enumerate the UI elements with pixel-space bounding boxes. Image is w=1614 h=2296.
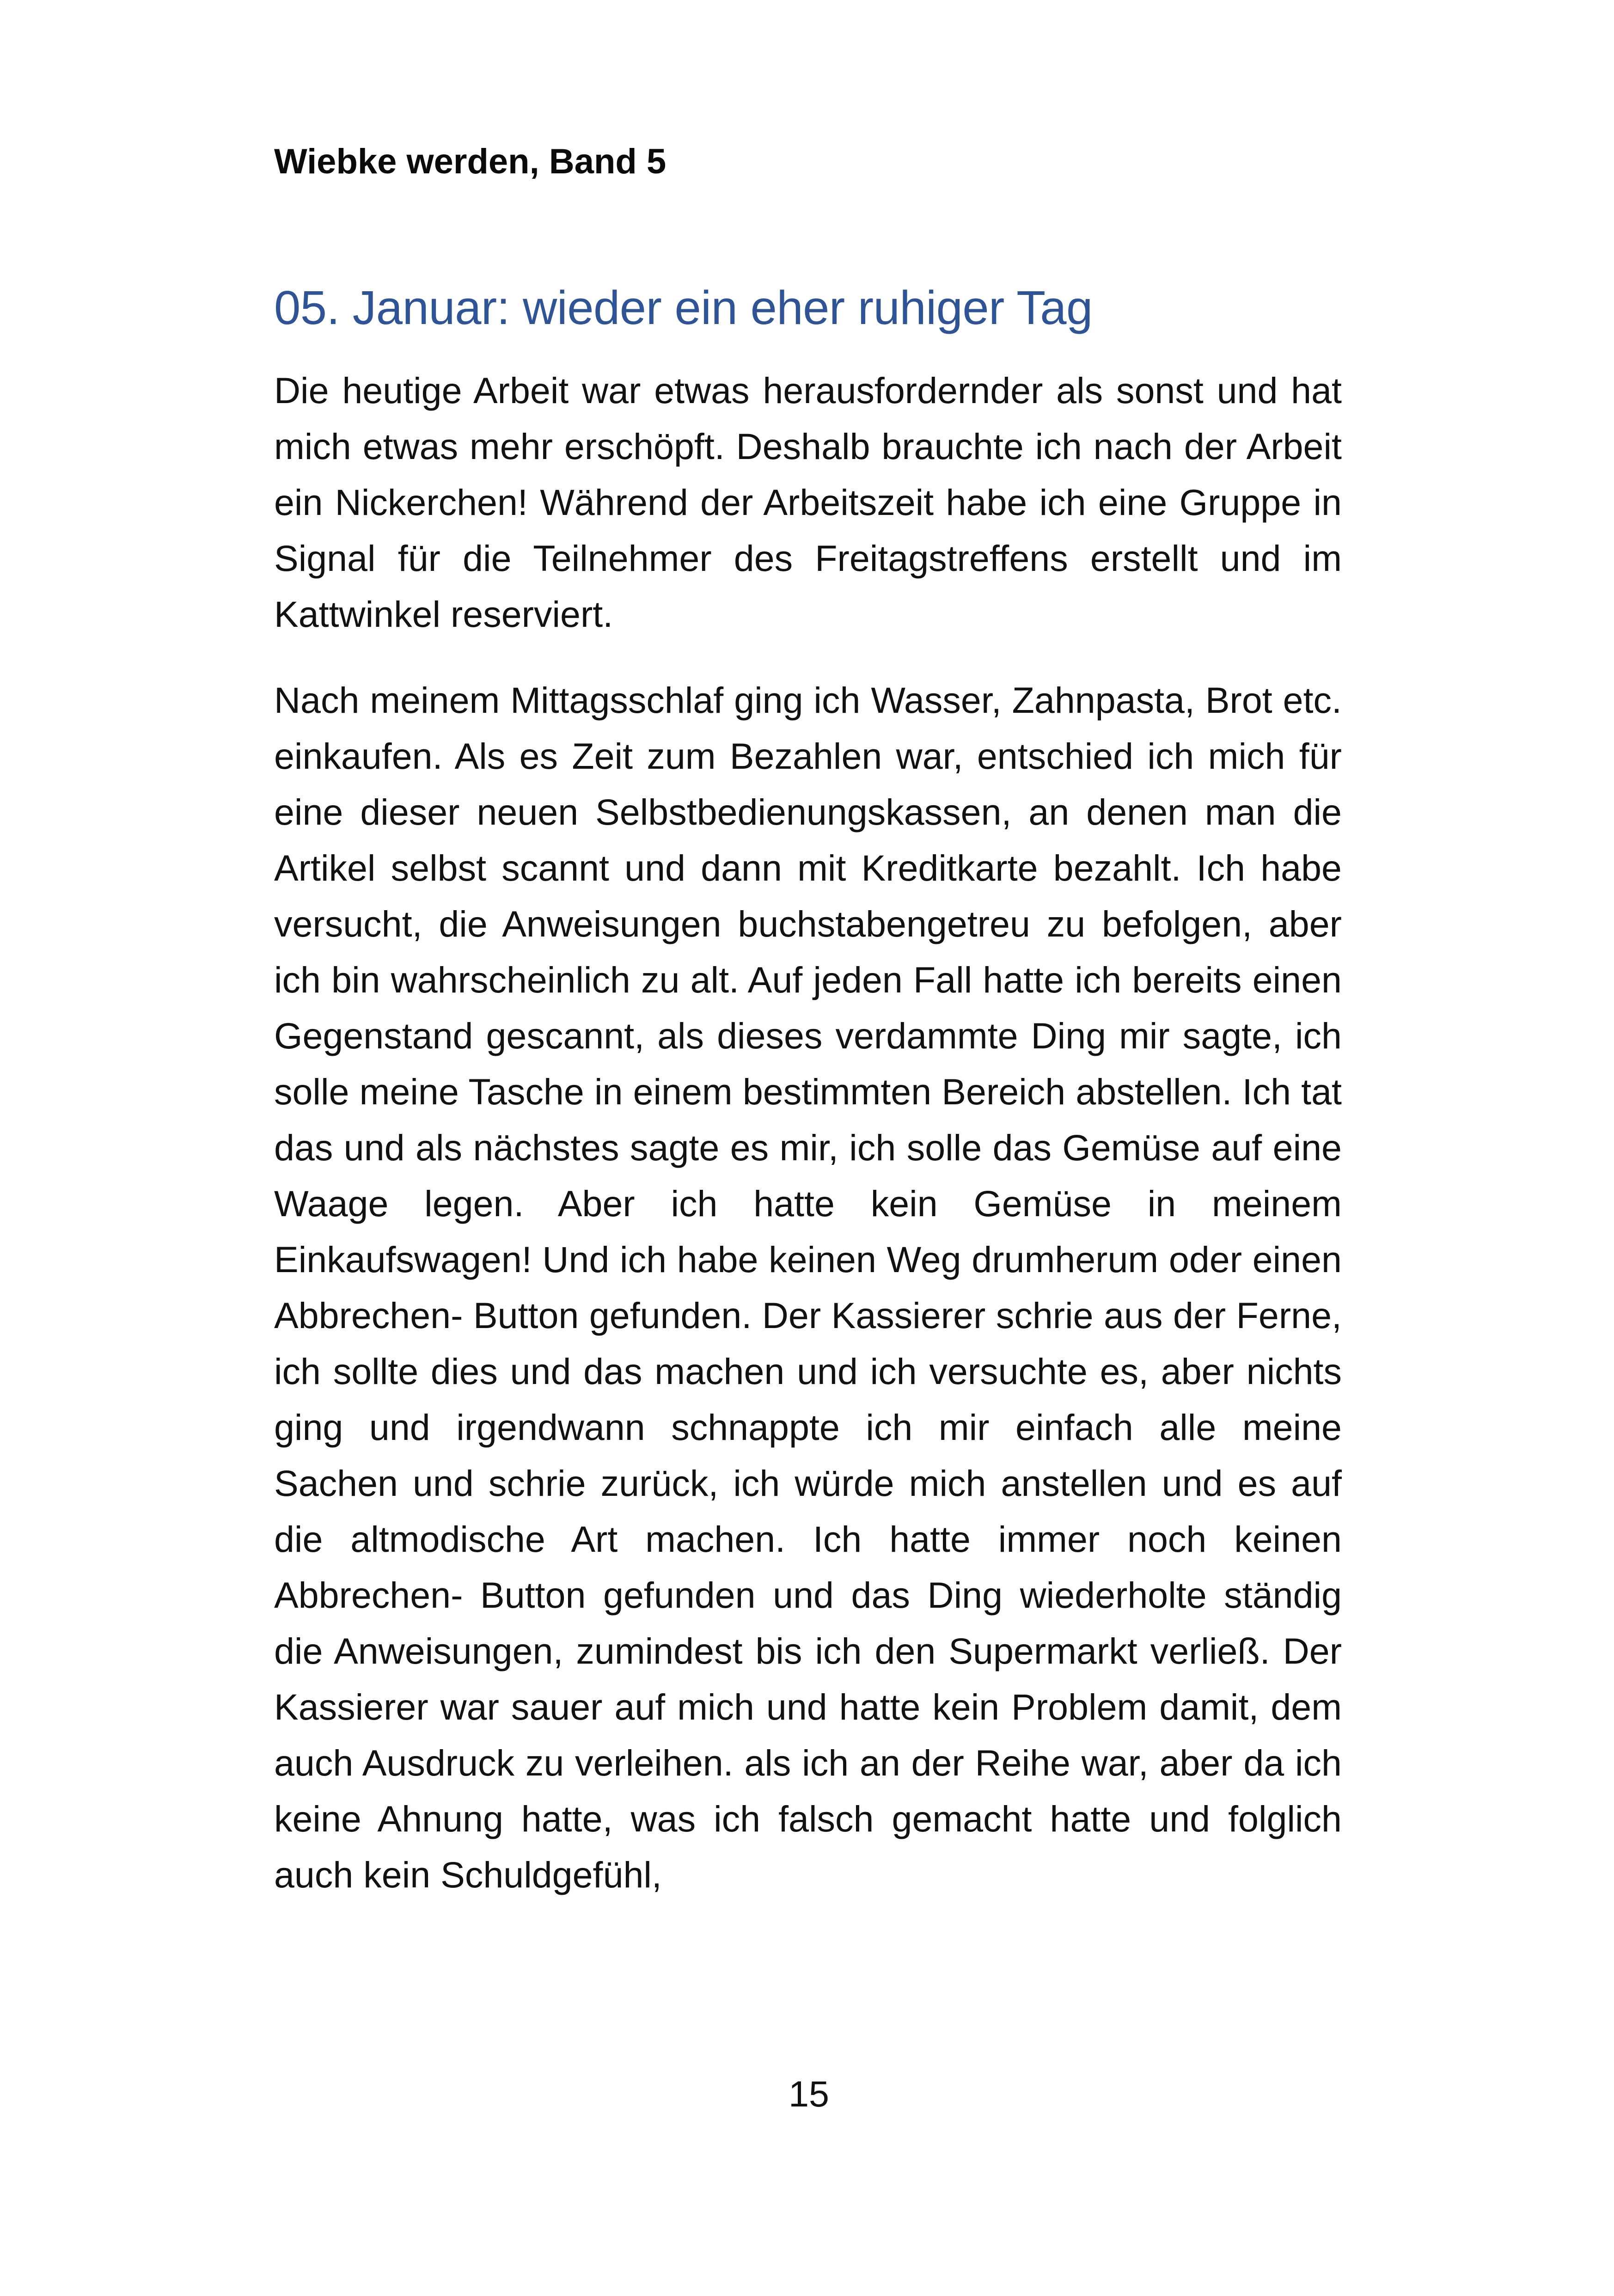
body-paragraph-2: Nach meinem Mittagsschlaf ging ich Wasser, Zahnpasta, Brot etc. einkaufen. Als es Zeit zum Bezahlen war, entschied ich mich für eine dieser neuen Selbstbedienungskassen, an denen man die Artikel selbst scannt und dann mit Kreditkarte bezahlt. Ich habe versucht, die Anweisungen buchstabengetreu zu befolgen, aber ich bin wahrscheinlich zu alt. Auf jeden Fall hatte ich bereits einen Gegenstand gescannt, als dieses verdammte Ding mir sagte, ich solle meine Tasche in einem bestimmten Bereich abstellen. Ich tat das und als nächstes sagte es mir, ich solle das Gemüse auf eine Waage legen. Aber ich hatte kein Gemüse in meinem Einkaufswagen! Und ich habe keinen Weg drumherum oder einen Abbrechen- Button gefunden. Der Kassierer schrie aus der Ferne, ich sollte dies und das machen und ich versuchte es, aber nichts ging und irgendwann schnappte ich mir einfach alle meine Sachen und schrie zurück, ich würde mich anstellen und es auf die altmodische Art machen. Ich hatte immer noch keinen Abbrechen- Button gefunden und das Ding wiederholte ständig die Anweisungen, zumindest bis ich den Supermarkt verließ. Der Kassierer war sauer auf mich und hatte kein Problem damit, dem auch Ausdruck zu verleihen. als ich an der Reihe war, aber da ich keine Ahnung hatte, was ich falsch gemacht hatte und folglich auch kein Schuldgefühl, bbox=[274, 680, 1342, 1895]
chapter-heading: 05. Januar: wieder ein eher ruhiger Tag bbox=[274, 281, 1093, 334]
page-number: 15 bbox=[789, 2073, 829, 2114]
body-paragraph-1: Die heutige Arbeit war etwas herausfordernder als sonst und hat mich etwas mehr erschöpft. Deshalb brauchte ich nach der Arbeit ein Nickerchen! Während der Arbeitszeit habe ich eine Gruppe in Signal für die Teilnehmer des Freitagstreffens erstellt und im Kattwinkel reserviert. bbox=[274, 370, 1342, 635]
running-header-title: Wiebke werden, Band 5 bbox=[274, 142, 666, 181]
